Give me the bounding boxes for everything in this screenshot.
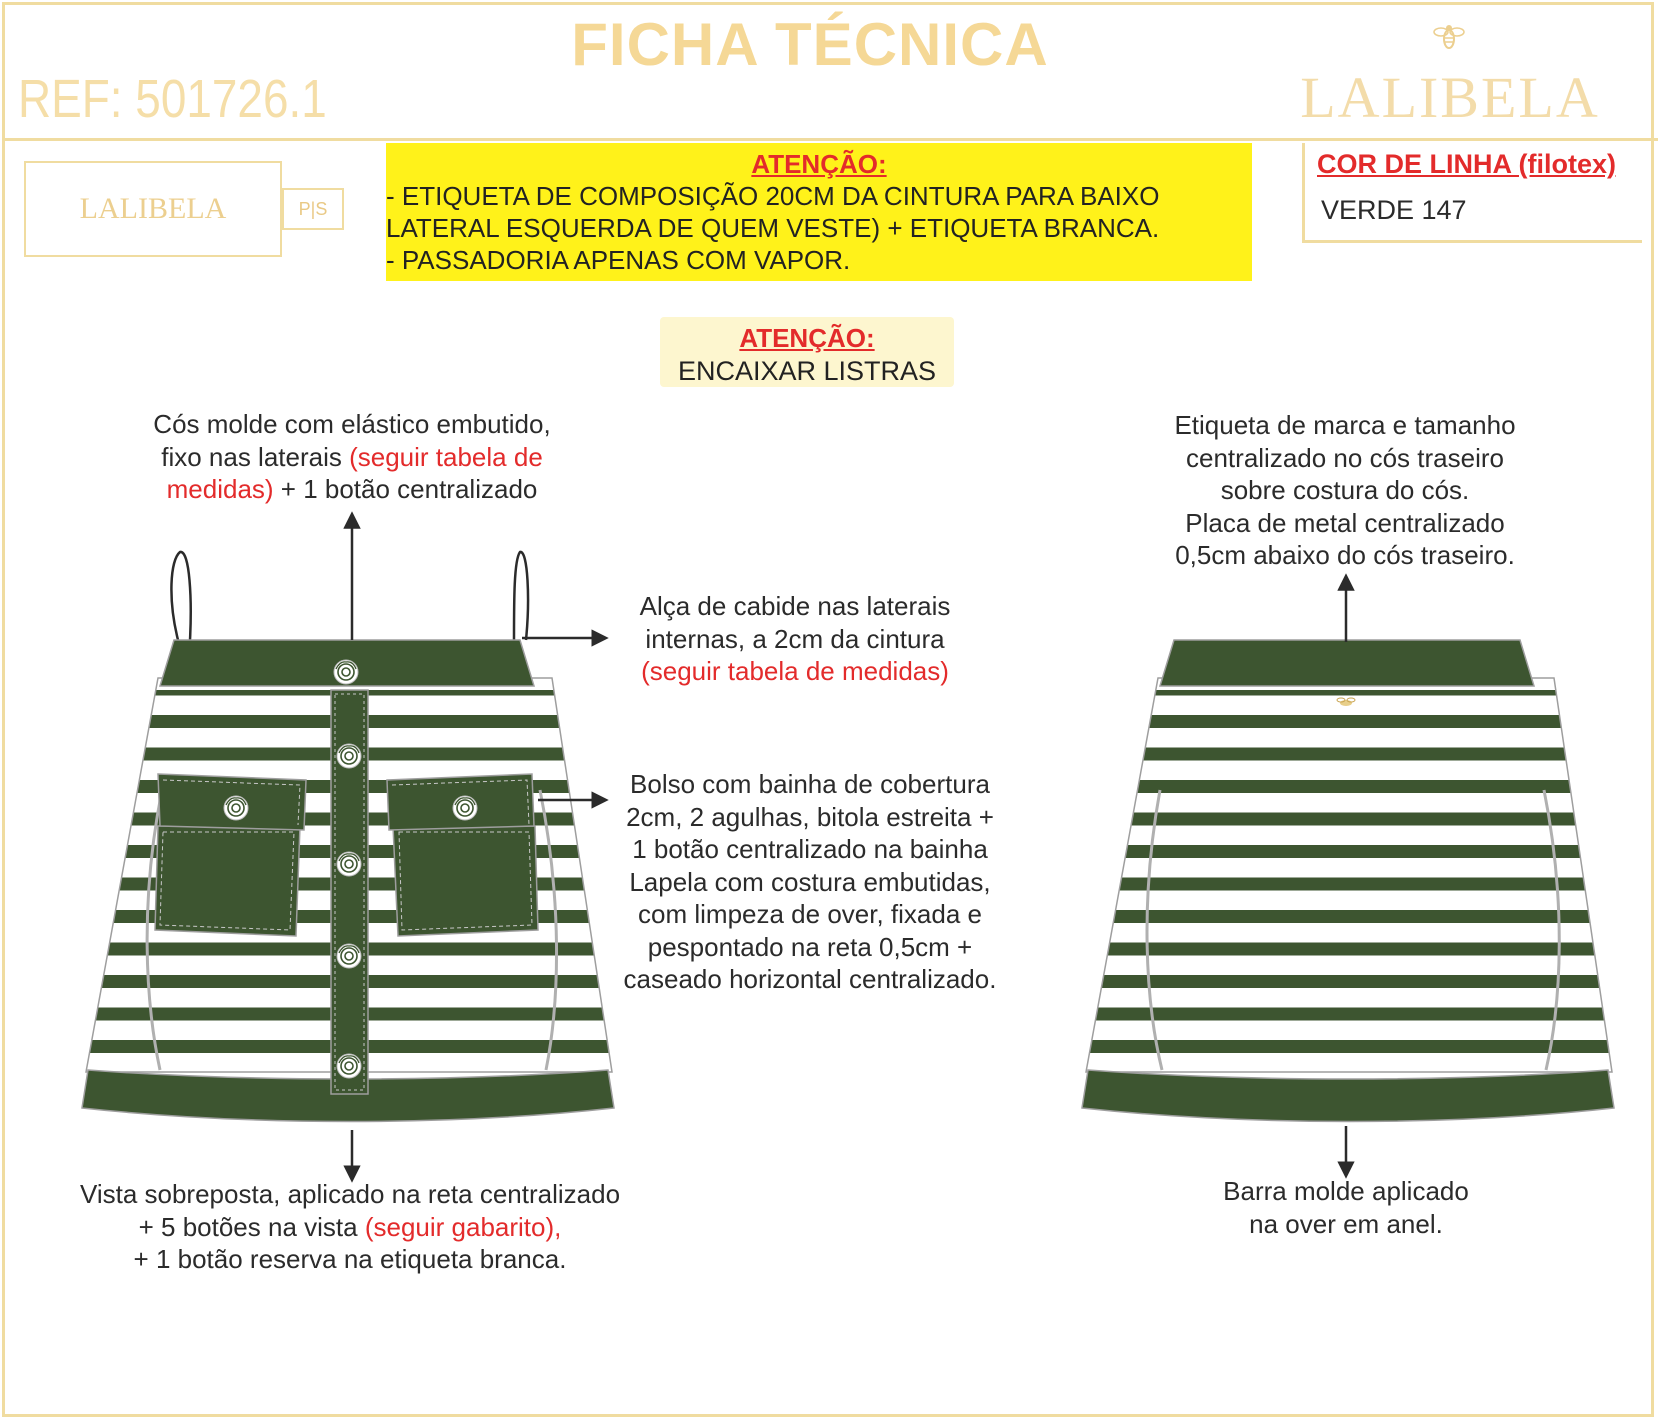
back-skirt-drawing: [1080, 640, 1620, 1122]
note-text: fixo nas laterais: [161, 441, 350, 472]
note-line: centralizado no cós traseiro: [1186, 442, 1504, 473]
thread-value: VERDE 147: [1321, 195, 1467, 225]
note-line: Vista sobreposta, aplicado na reta centralizado: [79, 1179, 621, 1209]
note-line: 1 botão centralizado na bainha: [632, 834, 988, 864]
placket-button-icon: [337, 1054, 361, 1078]
back-hem-band: [1082, 1070, 1614, 1122]
size-tag: P|S: [282, 188, 344, 230]
placket-button-icon: [337, 944, 361, 968]
brand-logo: LALIBELA: [1300, 65, 1600, 130]
attention-line: LATERAL ESQUERDA DE QUEM VESTE) + ETIQUETA BRANCA.: [386, 213, 1160, 243]
stripe-attention-body: ENCAIXAR LISTRAS: [677, 356, 937, 386]
note-line: Etiqueta de marca e tamanho: [1174, 410, 1516, 440]
note-highlight: (seguir tabela de: [349, 441, 543, 472]
note-line: 2cm, 2 agulhas, bitola estreita +: [626, 801, 994, 832]
pocket-button-icon: [224, 796, 248, 820]
note-line: pespontado na reta 0,5cm +: [647, 931, 973, 962]
note-line: Barra molde aplicado: [1223, 1176, 1469, 1206]
note-line: sobre costura do cós.: [1220, 475, 1470, 505]
placket-button-icon: [337, 744, 361, 768]
note-line: Cós molde com elástico embutido,: [153, 409, 551, 439]
note-text: + 1 botão centralizado: [273, 474, 538, 504]
label-brand-text: LALIBELA: [79, 192, 227, 225]
left-hanger-loop: [171, 552, 190, 640]
note-highlight: medidas): [166, 474, 274, 504]
note-line: Lapela com costura embutidas,: [629, 866, 991, 897]
note-line: com limpeza de over, fixada e: [638, 899, 982, 929]
attention-heading: ATENÇÃO:: [751, 149, 887, 179]
note-text: + 5 botões na vista: [138, 1211, 365, 1242]
attention-line: - PASSADORIA APENAS COM VAPOR.: [386, 245, 851, 275]
thread-heading: COR DE LINHA (filotex): [1317, 149, 1616, 179]
note-line: 0,5cm abaixo do cós traseiro.: [1175, 540, 1515, 570]
note-line: Alça de cabide nas laterais: [639, 591, 951, 621]
pocket-button-icon: [453, 796, 477, 820]
note-line: na over em anel.: [1249, 1208, 1443, 1239]
right-hanger-loop: [514, 552, 528, 640]
note-line: caseado horizontal centralizado.: [623, 964, 997, 994]
placket-button-icon: [337, 852, 361, 876]
note-highlight: (seguir gabarito),: [364, 1211, 562, 1242]
note-line: Placa de metal centralizado: [1185, 507, 1505, 538]
waistband-button-icon: [334, 660, 358, 684]
stripe-attention-heading: ATENÇÃO:: [739, 323, 875, 353]
note-line: + 1 botão reserva na etiqueta branca.: [133, 1244, 567, 1274]
back-waistband: [1160, 640, 1534, 686]
note-line: Bolso com bainha de cobertura: [630, 769, 990, 799]
attention-line: - ETIQUETA DE COMPOSIÇÃO 20CM DA CINTURA PARA BAIXO: [386, 181, 1160, 211]
note-line: internas, a 2cm da cintura: [645, 623, 945, 654]
back-stripe-fabric: [1080, 690, 1620, 1090]
note-highlight: (seguir tabela de medidas): [641, 656, 949, 686]
page-title: FICHA TÉCNICA: [571, 11, 1049, 78]
reference-code: REF: 501726.1: [18, 69, 327, 129]
